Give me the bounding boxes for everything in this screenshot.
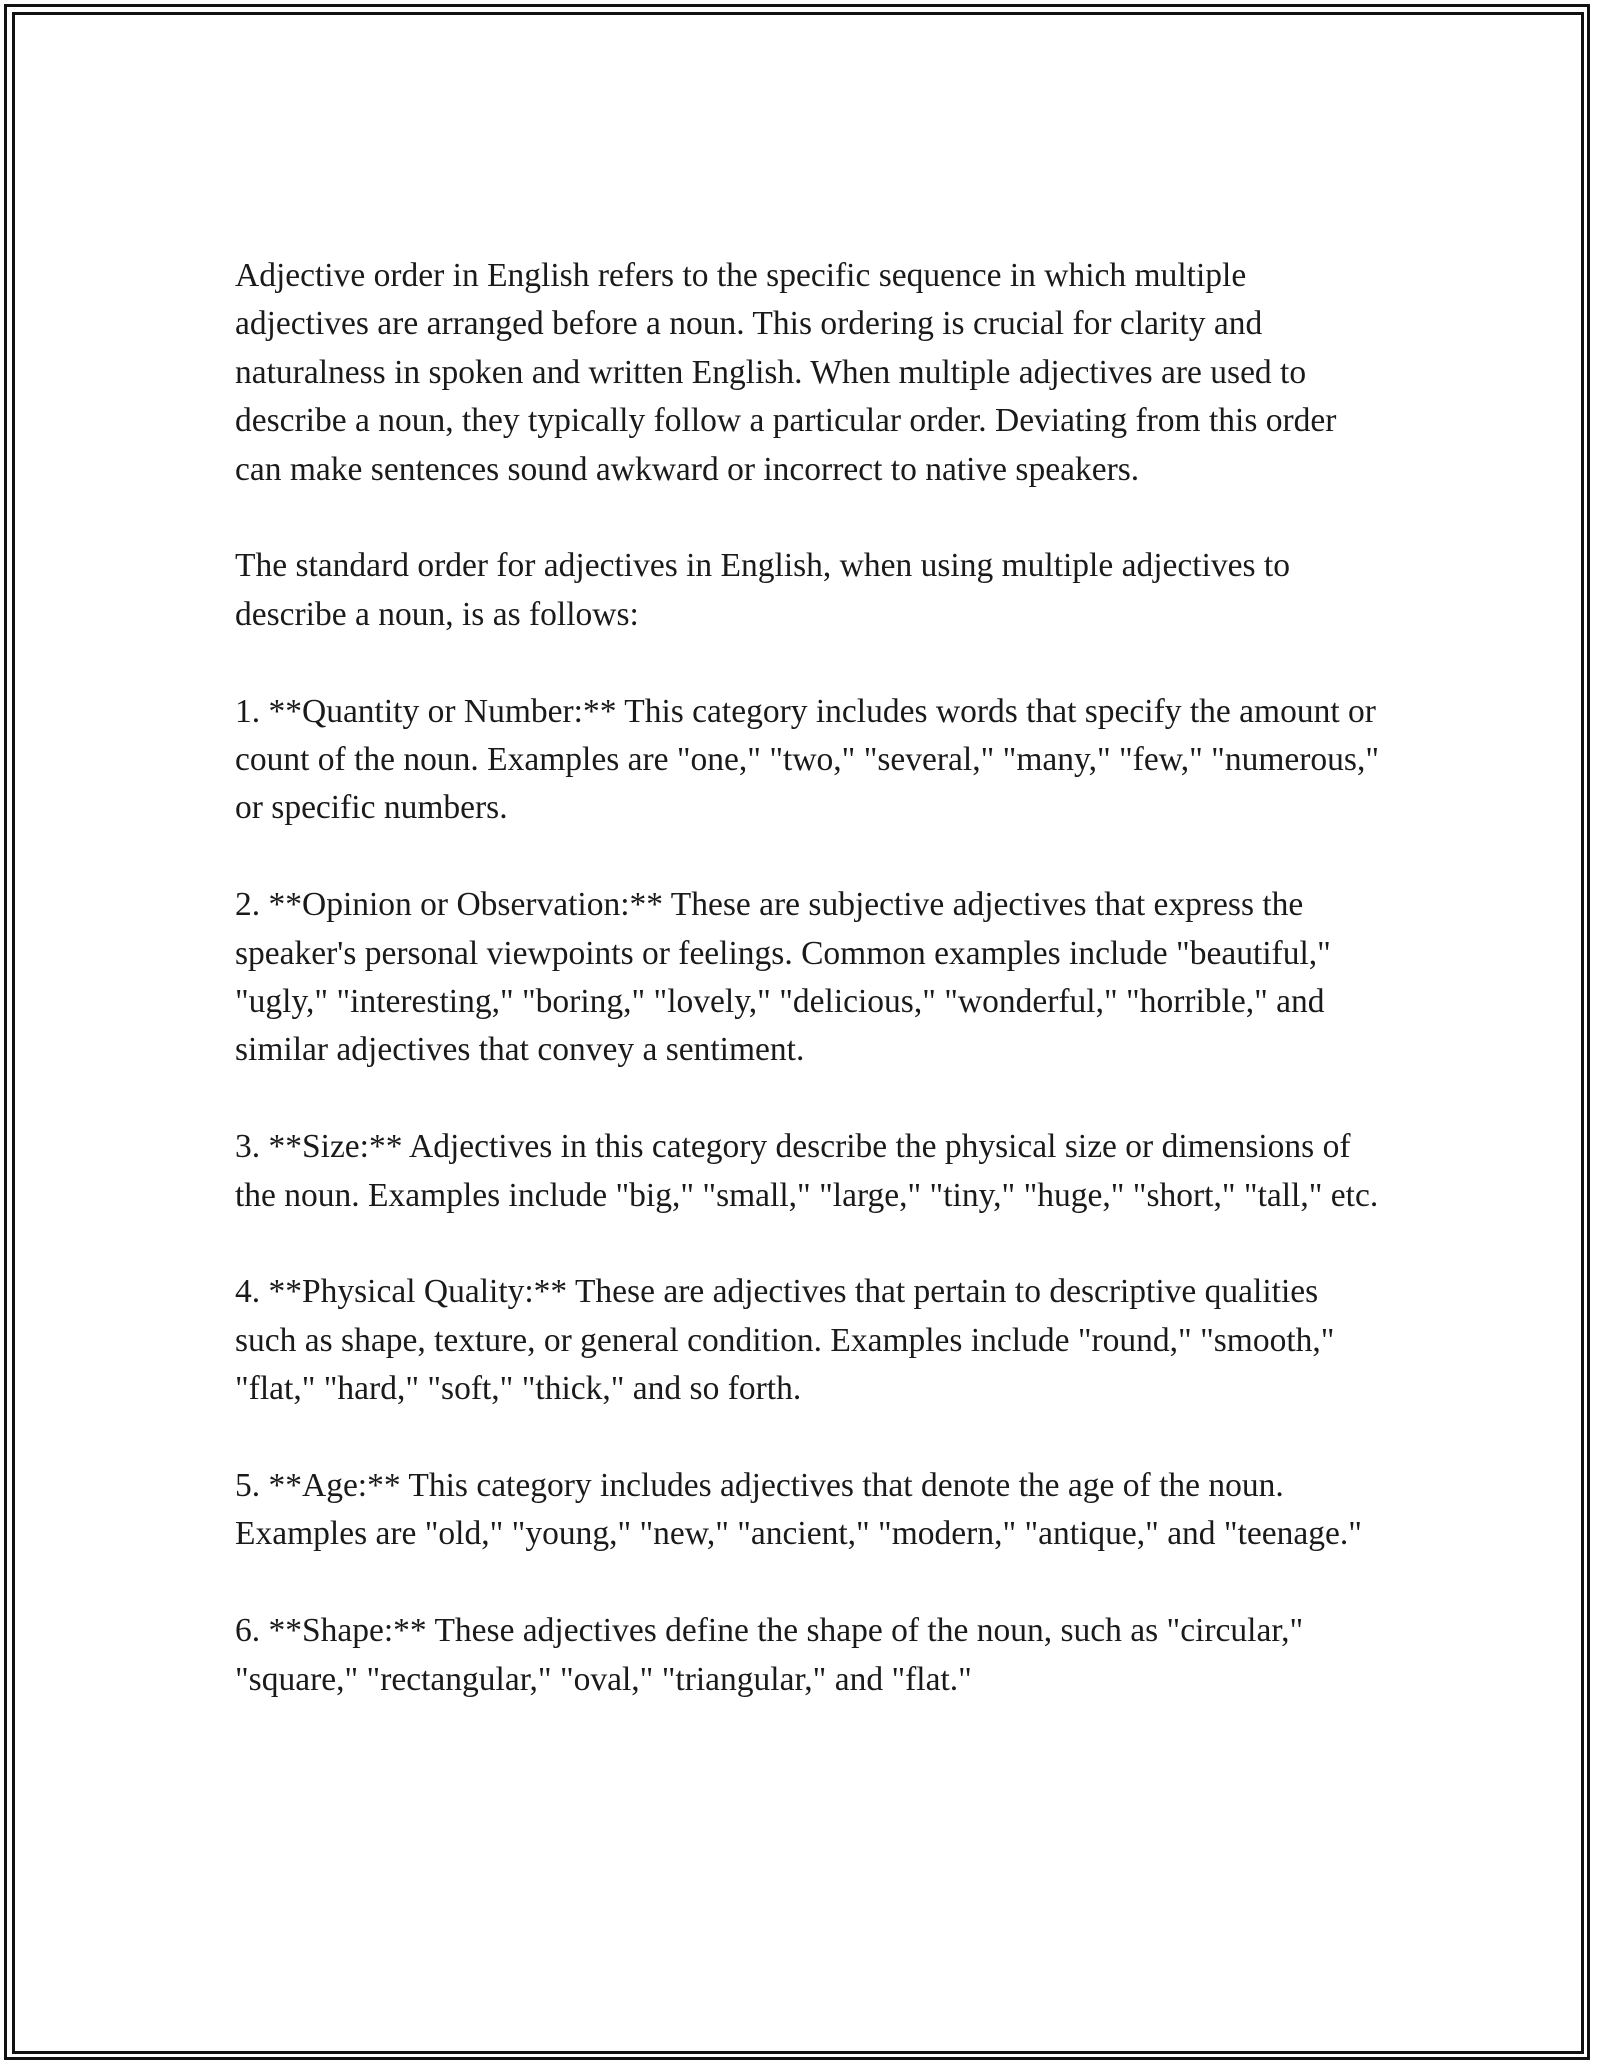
list-item-opinion: 2. **Opinion or Observation:** These are subjective adjectives that express the speaker's personal viewpoints or feelings. Common examples include "beautiful," "ugly," "interesting," "boring," "lovely," "delicious," "wonderful," "horrible," and similar adjectives that convey a sentiment. xyxy=(235,886,1331,1069)
list-item-age: 5. **Age:** This category includes adjectives that denote the age of the noun. Examples are "old," "young," "new," "ancient," "modern," "antique," and "teenage." xyxy=(235,1467,1362,1553)
list-item-quantity: 1. **Quantity or Number:** This category includes words that specify the amount or count of the noun. Examples are "one," "two," "several," "many," "few," "numerous," or specific numbers. xyxy=(235,692,1379,827)
list-item-size: 3. **Size:** Adjectives in this category describe the physical size or dimensions of the noun. Examples include "big," "small," "large," "tiny," "huge," "short," "tall," etc. xyxy=(235,1128,1379,1214)
list-item-physical-quality: 4. **Physical Quality:** These are adjectives that pertain to descriptive qualities such as shape, texture, or general condition. Examples include "round," "smooth," "flat," "hard," "soft," "thick," and so forth. xyxy=(235,1273,1335,1408)
intro-paragraph: Adjective order in English refers to the specific sequence in which multiple adjectives are arranged before a noun. This ordering is crucial for clarity and naturalness in spoken and written English. When multiple adjectives are used to describe a noun, they typically follow a particular order. Deviating from this order can make sentences sound awkward or incorrect to native speakers. xyxy=(235,257,1337,488)
list-item-shape: 6. **Shape:** These adjectives define the shape of the noun, such as "circular," "square," "rectangular," "oval," "triangular," and "flat." xyxy=(235,1612,1304,1698)
document-body xyxy=(235,252,1385,1752)
order-intro-paragraph: The standard order for adjectives in English, when using multiple adjectives to describe a noun, is as follows: xyxy=(235,547,1290,633)
